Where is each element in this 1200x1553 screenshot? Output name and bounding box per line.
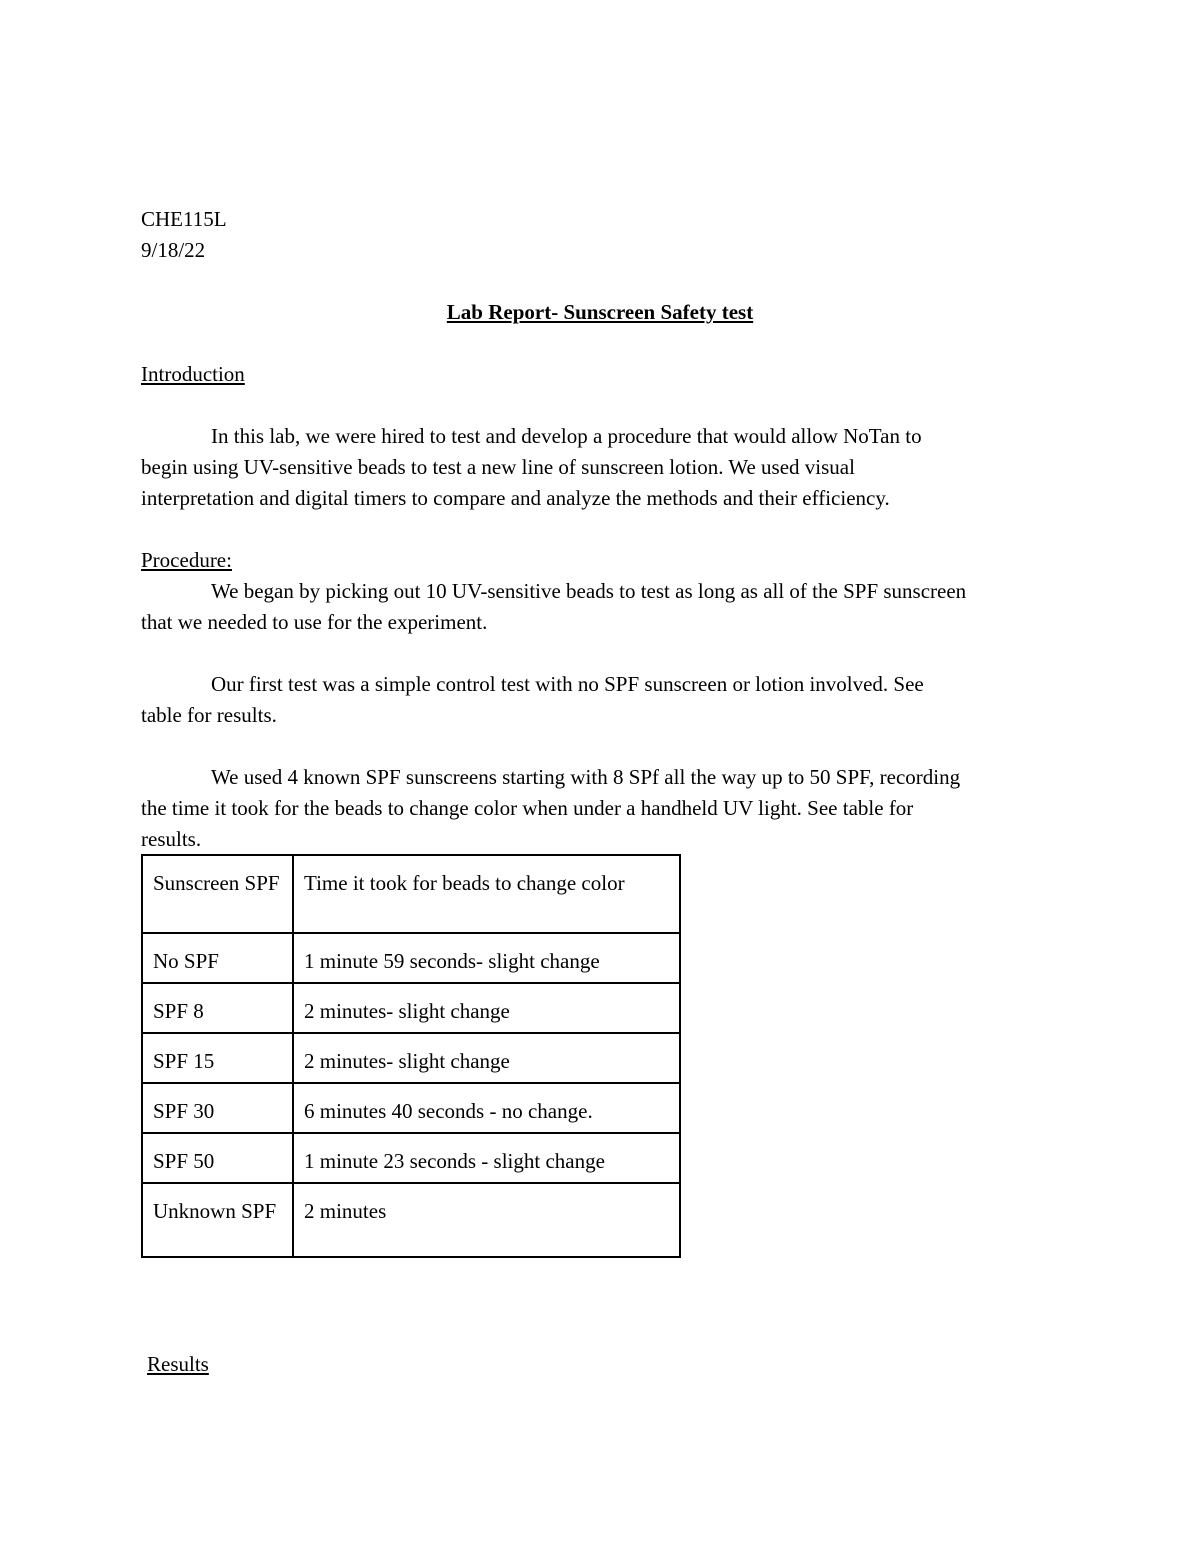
table-cell-time: 2 minutes bbox=[293, 1183, 680, 1257]
results-heading: Results bbox=[147, 1352, 209, 1376]
report-title-text: Lab Report- Sunscreen Safety test bbox=[446, 300, 754, 324]
table-cell-spf: SPF 30 bbox=[142, 1083, 293, 1133]
table-row bbox=[142, 1083, 680, 1133]
procedure-line: that we needed to use for the experiment. bbox=[141, 610, 488, 634]
table-row bbox=[142, 1033, 680, 1083]
procedure-heading: Procedure: bbox=[141, 548, 232, 572]
introduction-line: begin using UV-sensitive beads to test a new line of sunscreen lotion. We used visual bbox=[141, 455, 855, 479]
procedure-line: the time it took for the beads to change color when under a handheld UV light. See table for bbox=[141, 796, 914, 820]
report-title bbox=[0, 297, 1200, 328]
table-row bbox=[142, 933, 680, 983]
table-row bbox=[142, 1133, 680, 1183]
introduction-heading: Introduction bbox=[141, 362, 245, 386]
course-code: CHE115L bbox=[141, 207, 227, 231]
table-header-cell: Sunscreen SPF bbox=[142, 855, 293, 933]
table-cell-spf: SPF 15 bbox=[142, 1033, 293, 1083]
table-cell-spf: Unknown SPF bbox=[142, 1183, 293, 1257]
report-date: 9/18/22 bbox=[141, 238, 206, 262]
table-cell-time: 6 minutes 40 seconds - no change. bbox=[293, 1083, 680, 1133]
table-cell-time: 1 minute 23 seconds - slight change bbox=[293, 1133, 680, 1183]
table-row bbox=[142, 1183, 680, 1257]
table-cell-spf: No SPF bbox=[142, 933, 293, 983]
table-header-cell: Time it took for beads to change color bbox=[293, 855, 680, 933]
table-cell-spf: SPF 8 bbox=[142, 983, 293, 1033]
procedure-line: We used 4 known SPF sunscreens starting with 8 SPf all the way up to 50 SPF, recording bbox=[211, 765, 961, 789]
procedure-line: table for results. bbox=[141, 703, 277, 727]
table-header-row bbox=[142, 855, 680, 933]
procedure-line: Our first test was a simple control test with no SPF sunscreen or lotion involved. See bbox=[211, 672, 924, 696]
table-cell-time: 1 minute 59 seconds- slight change bbox=[293, 933, 680, 983]
table-cell-time: 2 minutes- slight change bbox=[293, 983, 680, 1033]
results-table bbox=[141, 854, 681, 1258]
table-cell-time: 2 minutes- slight change bbox=[293, 1033, 680, 1083]
introduction-line: In this lab, we were hired to test and develop a procedure that would allow NoTan to bbox=[211, 424, 922, 448]
introduction-line: interpretation and digital timers to compare and analyze the methods and their efficiency. bbox=[141, 486, 890, 510]
procedure-line: We began by picking out 10 UV-sensitive beads to test as long as all of the SPF sunscreen bbox=[211, 579, 967, 603]
table-row bbox=[142, 983, 680, 1033]
table-cell-spf: SPF 50 bbox=[142, 1133, 293, 1183]
procedure-line: results. bbox=[141, 827, 202, 851]
